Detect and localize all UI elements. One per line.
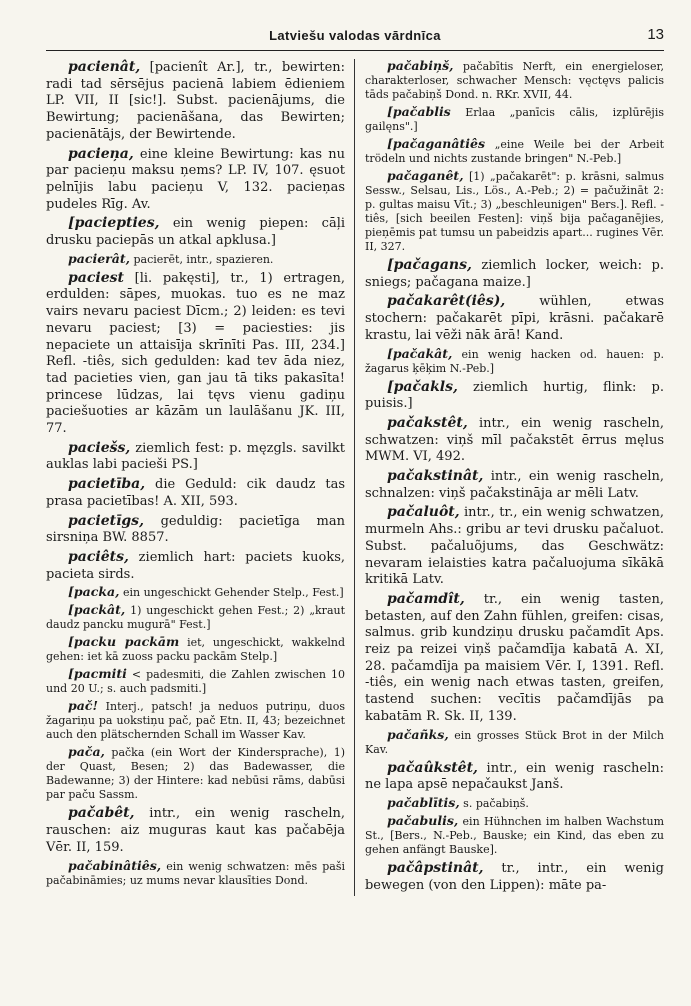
entry-definition: s. pačabiņš. <box>459 796 529 810</box>
entry-definition: geduldig: pacietīga man sirsniņa BW. 8857. <box>46 513 346 546</box>
entry-headword: pačaluôt, <box>386 504 460 521</box>
dictionary-entry <box>365 59 664 102</box>
dictionary-entry <box>365 379 664 413</box>
entry-definition: pacierēt, intr., spazieren. <box>129 252 274 266</box>
entry-definition: ziemlich locker, weich: p. sniegs; pačagana maize.] <box>364 258 664 290</box>
entry-definition: ein grosses Stück Brot in der Milch Kav. <box>364 728 664 756</box>
entry-definition: 1) ungeschickt gehen Fest.; 2) „kraut daudz pancku mugurā" Fest.] <box>46 604 346 632</box>
entry-headword: [packu packām <box>68 634 180 650</box>
dictionary-entry <box>46 440 345 474</box>
entry-headword: paciešs, <box>68 439 131 456</box>
entry-definition: ein ungeschickt Gehender Stelp., Fest.] <box>119 586 344 600</box>
entry-headword: [pačakât, <box>386 345 453 361</box>
entry-headword: pača, <box>68 744 105 760</box>
entry-definition: ein wenig piepen: cāļi drusku paciepās un atkal apklusa.] <box>46 216 346 249</box>
dictionary-entry <box>365 347 664 376</box>
dictionary-entry <box>46 699 345 742</box>
entry-definition: Erlaa „panīcis cālis, izplūrējis gailęns".] <box>364 106 664 133</box>
dictionary-entry <box>46 585 345 600</box>
entry-definition: wühlen, etwas stochern: pačakarēt pīpi, krāsni. pačakarē krastu, lai vēži nāk ārā! Kand. <box>364 294 664 343</box>
right-column <box>355 59 664 896</box>
entry-definition: intr., ein wenig rascheln, schnalzen: viņš pačakstināja ar mēli Latv. <box>364 469 664 501</box>
entry-headword: pačakstêt, <box>386 414 468 431</box>
entry-definition: iet, ungeschickt, wakkelnd gehen: iet kā zuoss packu packām Stelp.] <box>46 636 346 664</box>
entry-definition: ein Hühnchen im halben Wachstum St., [Bers., N.-Peb., Bauske; ein Kind, das eben zu gehen anfängt Bauske]. <box>364 814 664 856</box>
dictionary-entry <box>365 415 664 466</box>
dictionary-entry <box>365 293 664 344</box>
entry-headword: [packa, <box>68 584 120 600</box>
entry-definition: ziemlich hurtig, flink: p. puisis.] <box>364 379 664 412</box>
entry-definition: < padesmiti, die Zahlen zwischen 10 und 20 U.; s. auch padsmiti.] <box>46 668 346 696</box>
dictionary-entry <box>46 513 345 547</box>
dictionary-entry <box>365 760 664 794</box>
dictionary-entry <box>46 635 345 664</box>
entry-definition: intr., ein wenig rascheln, schwatzen: viņš mīl pačakstēt ērrus męlus MWM. VI, 492. <box>364 415 664 465</box>
entry-definition: ein wenig hacken od. hauen: p. žagarus ķēķim N.-Peb.] <box>364 347 664 375</box>
dictionary-entry <box>365 504 664 589</box>
entry-definition: Interj., patsch! ja neduos putriņu, duos žagariņu pa uokstiņu pač, pač Etn. II, 43; bezeichnet auch den plätschernden Schall im Wasser Kav. <box>46 700 346 742</box>
entry-definition: tr., intr., ein wenig bewegen (von den Lippen): māte pa- <box>364 860 664 893</box>
columns <box>46 59 664 896</box>
entry-definition: ein wenig schwatzen: mēs paši pačabināmies; uz mums nevar klausīties Dond. <box>46 859 346 887</box>
entry-headword: pačakstinât, <box>386 468 484 485</box>
entry-headword: [pačablis <box>386 104 451 119</box>
dictionary-entry <box>46 745 345 802</box>
dictionary-entry <box>365 814 664 857</box>
entry-definition: pačka (ein Wort der Kindersprache), 1) der Quast, Besen; 2) das Badewasser, die Badewanne; 3) der Hintere: kad nebūsi rāms, dabūsi par paču Sassm. <box>46 746 346 802</box>
entry-headword: pačâpstinât, <box>386 859 484 876</box>
dictionary-entry <box>46 476 345 510</box>
dictionary-entry <box>365 860 664 894</box>
entry-definition: ziemlich fest: p. męzgls. savilkt auklas labi pacieši PS.] <box>46 440 346 473</box>
entry-headword: [pačakls, <box>386 378 458 395</box>
dictionary-entry <box>365 728 664 757</box>
entry-headword: pačamdît, <box>386 590 465 607</box>
entry-definition: intr., ein wenig rascheln, rauschen: aiz muguras kaut kas pačabēja Vēr. II, 159. <box>46 806 346 855</box>
entry-headword: pačabinâtiês, <box>68 857 162 873</box>
dictionary-entry <box>365 591 664 726</box>
entry-headword: [pačagans, <box>386 257 472 273</box>
entry-headword: pač! <box>68 698 98 714</box>
entry-headword: [packât, <box>68 602 126 618</box>
dictionary-entry <box>365 169 664 254</box>
left-column <box>46 59 354 896</box>
entry-headword: [pacmiti <box>68 666 127 682</box>
entry-headword: pacieņa, <box>68 145 134 162</box>
entry-headword: pačabiņš, <box>386 58 454 73</box>
entry-headword: pačaganêt, <box>386 168 464 183</box>
dictionary-entry <box>365 137 664 166</box>
dictionary-entry <box>46 805 345 856</box>
dictionary-entry <box>365 468 664 502</box>
entry-headword: [pačaganâtiês <box>386 136 485 151</box>
entry-definition: intr., ein wenig rascheln: ne lapa apsē nepačaukst Janš. <box>364 760 664 793</box>
entry-definition: pačabītis Nerft, ein energieloser, charakterloser, schwacher Mensch: vęctęvs palicis tāds pačabiņš Dond. n. RKr. XVII, 44. <box>364 60 664 101</box>
entry-headword: pacietība, <box>68 476 146 493</box>
page-header <box>46 20 664 51</box>
dictionary-entry <box>46 859 345 888</box>
entry-definition: tr., ein wenig tasten, betasten, auf den Zahn fühlen, greifen: cisas, salmus. grib kundziņu drusku pačamdīt Aps. reiz pa reizei viņš pačamdīja kabatā A. XI, 28. pačamdīja pa maisiem Vēr. I, 1391. Refl. -tiês, ein wenig nach etwas tasten, greifen, tastend suchen: vecītis pačamdījās pa kabatām R. Sk. II, 139. <box>364 591 664 724</box>
entry-definition: „eine Weile bei der Arbeit trödeln und nichts zustande bringen" N.-Peb.] <box>364 138 664 165</box>
entry-headword: pačablītis, <box>386 794 460 810</box>
dictionary-entry <box>46 146 345 214</box>
entry-definition: [1) „pačakarēt": p. krāsni, salmus Sessw., Selsau, Lis., Lös., A.-Peb.; 2) = pačužināt 2: p. gultas maisu Vīt.; 3) „beschleunigen" Bers.]. Refl. -tiês, [sich beeilen Festen]: viņš bija pačaganējies, pieņēmis pat tumsu un pabeidzis apart... rugines Vēr. II, 327. <box>364 170 664 253</box>
dictionary-entry <box>46 215 345 249</box>
entry-definition: eine kleine Bewirtung: kas nu par pacieņu maksu ņems? LP. IV, 107. ęsuot pelnījis labu pacieņu V, 132. pacieņas pudeles Rīg. Av. <box>46 146 346 212</box>
running-head: Latviešu valodas vārdnīca <box>269 28 441 43</box>
entry-headword: pačañks, <box>386 726 449 742</box>
entry-headword: [paciepties, <box>68 215 160 232</box>
entry-definition: intr., tr., ein wenig schwatzen, murmeln Ahs.: gribu ar tevi drusku pačaluot. Subst. pačaluõjums, das Geschwätz: nevaram ielaisties katra pačaluojuma sīkākā kritikā Latv. <box>364 505 664 588</box>
dictionary-entry <box>365 796 664 811</box>
entry-headword: pacierât, <box>68 250 130 266</box>
entry-definition: die Geduld: cik daudz tas prasa pacietības! A. XII, 593. <box>46 477 346 509</box>
entry-headword: paciêts, <box>68 548 129 565</box>
dictionary-entry <box>46 270 345 438</box>
dictionary-entry <box>46 252 345 267</box>
dictionary-entry <box>46 549 345 583</box>
entry-headword: pačaûkstêt, <box>386 759 478 776</box>
dictionary-entry <box>46 603 345 632</box>
dictionary-entry <box>46 59 345 144</box>
entry-definition: [pacienît Ar.], tr., bewirten: radi tad sērsējus pacienā labiem ēdieniem LP. VII, II [sic!]. Subst. pacienājums, die Bewirtung; pacienāšana, das Bewirten; pacienātājs, der Bewirtende. <box>46 60 346 142</box>
entry-headword: pacienât, <box>68 59 141 75</box>
entry-headword: pačabulis, <box>386 812 459 828</box>
dictionary-entry <box>365 257 664 291</box>
entry-headword: pačabêt, <box>68 805 135 822</box>
entry-definition: [li. pakęsti], tr., 1) ertragen, erdulden: sāpes, muokas. tuo es ne maz vairs nevaru paciest Dīcm.; 2) leiden: es tevi nevaru paciest; [3) = paciesties: jis nepaciete un attaisīja skrīnīti Pas. III, 234.] Refl. -tiês, sich gedulden: kad tev āda niez, tad pacieties vien, gan jau tā tiks pakasīta! princese lūdzas, lai tęvs vienu gadiņu paciešuoties ar kāzām un laulāšanu JK. III, 77. <box>46 270 346 437</box>
page-number: 13 <box>647 26 664 43</box>
entry-headword: pačakarêt(iês), <box>386 293 506 310</box>
dictionary-entry <box>46 667 345 696</box>
entry-headword: paciest <box>68 269 124 286</box>
entry-headword: pacietīgs, <box>68 512 144 529</box>
dictionary-entry <box>365 105 664 134</box>
entry-definition: ziemlich hart: paciets kuoks, pacieta sirds. <box>46 549 346 582</box>
